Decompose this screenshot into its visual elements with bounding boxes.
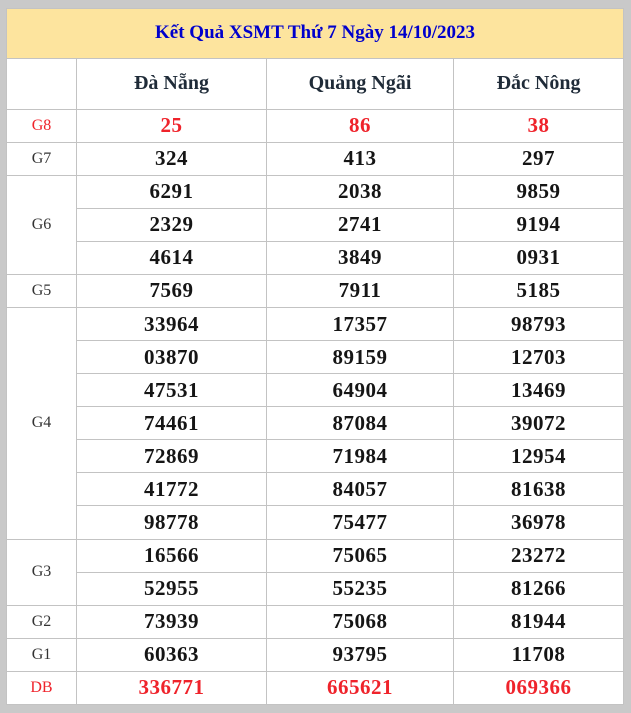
result-cell: 11708 bbox=[454, 638, 624, 671]
result-cell: 84057 bbox=[267, 473, 454, 506]
page-title: Kết Quả XSMT Thứ 7 Ngày 14/10/2023 bbox=[7, 9, 624, 59]
result-row bbox=[7, 175, 624, 208]
result-row bbox=[7, 671, 624, 704]
result-cell: 41772 bbox=[77, 473, 267, 506]
result-row bbox=[7, 208, 624, 241]
result-row bbox=[7, 374, 624, 407]
result-cell: 12954 bbox=[454, 440, 624, 473]
prize-label-g5: G5 bbox=[7, 274, 77, 307]
result-cell: 93795 bbox=[267, 638, 454, 671]
result-cell: 23272 bbox=[454, 539, 624, 572]
result-row bbox=[7, 605, 624, 638]
result-cell: 13469 bbox=[454, 374, 624, 407]
result-cell: 38 bbox=[454, 109, 624, 142]
result-cell: 73939 bbox=[77, 605, 267, 638]
prize-label-g2: G2 bbox=[7, 605, 77, 638]
result-row bbox=[7, 109, 624, 142]
column-header-row bbox=[7, 58, 624, 109]
result-row bbox=[7, 341, 624, 374]
result-cell: 03870 bbox=[77, 341, 267, 374]
result-cell: 2741 bbox=[267, 208, 454, 241]
result-cell: 3849 bbox=[267, 241, 454, 274]
prize-label-g8: G8 bbox=[7, 109, 77, 142]
result-cell: 16566 bbox=[77, 539, 267, 572]
result-cell: 297 bbox=[454, 142, 624, 175]
result-row bbox=[7, 572, 624, 605]
lottery-results-table bbox=[6, 8, 624, 705]
result-row bbox=[7, 473, 624, 506]
result-cell: 87084 bbox=[267, 407, 454, 440]
column-header-dac-nong: Đắc Nông bbox=[454, 58, 624, 109]
prize-label-g4: G4 bbox=[7, 307, 77, 539]
result-cell: 72869 bbox=[77, 440, 267, 473]
prize-label-g3: G3 bbox=[7, 539, 77, 605]
result-cell: 17357 bbox=[267, 307, 454, 340]
result-cell: 324 bbox=[77, 142, 267, 175]
result-cell: 7569 bbox=[77, 274, 267, 307]
result-cell: 75065 bbox=[267, 539, 454, 572]
column-header-da-nang: Đà Nẵng bbox=[77, 58, 267, 109]
result-cell: 665621 bbox=[267, 671, 454, 704]
result-cell: 60363 bbox=[77, 638, 267, 671]
result-cell: 7911 bbox=[267, 274, 454, 307]
prize-label-db: DB bbox=[7, 671, 77, 704]
result-cell: 413 bbox=[267, 142, 454, 175]
result-row bbox=[7, 506, 624, 539]
result-cell: 2038 bbox=[267, 175, 454, 208]
result-cell: 5185 bbox=[454, 274, 624, 307]
result-row bbox=[7, 307, 624, 340]
result-row bbox=[7, 407, 624, 440]
result-cell: 4614 bbox=[77, 241, 267, 274]
result-cell: 25 bbox=[77, 109, 267, 142]
result-row bbox=[7, 274, 624, 307]
result-cell: 64904 bbox=[267, 374, 454, 407]
prize-label-g6: G6 bbox=[7, 175, 77, 274]
result-cell: 9194 bbox=[454, 208, 624, 241]
result-cell: 6291 bbox=[77, 175, 267, 208]
result-cell: 75477 bbox=[267, 506, 454, 539]
result-row bbox=[7, 440, 624, 473]
result-cell: 81944 bbox=[454, 605, 624, 638]
result-cell: 74461 bbox=[77, 407, 267, 440]
result-row bbox=[7, 638, 624, 671]
result-row bbox=[7, 142, 624, 175]
corner-empty-cell bbox=[7, 58, 77, 109]
result-cell: 98793 bbox=[454, 307, 624, 340]
result-cell: 52955 bbox=[77, 572, 267, 605]
title-row bbox=[7, 9, 624, 59]
prize-label-g1: G1 bbox=[7, 638, 77, 671]
result-cell: 55235 bbox=[267, 572, 454, 605]
result-cell: 89159 bbox=[267, 341, 454, 374]
result-cell: 75068 bbox=[267, 605, 454, 638]
result-cell: 069366 bbox=[454, 671, 624, 704]
result-cell: 47531 bbox=[77, 374, 267, 407]
prize-label-g7: G7 bbox=[7, 142, 77, 175]
result-cell: 81266 bbox=[454, 572, 624, 605]
result-cell: 36978 bbox=[454, 506, 624, 539]
result-cell: 12703 bbox=[454, 341, 624, 374]
result-cell: 86 bbox=[267, 109, 454, 142]
result-cell: 39072 bbox=[454, 407, 624, 440]
result-cell: 2329 bbox=[77, 208, 267, 241]
column-header-quang-ngai: Quảng Ngãi bbox=[267, 58, 454, 109]
result-row bbox=[7, 539, 624, 572]
result-cell: 9859 bbox=[454, 175, 624, 208]
result-cell: 71984 bbox=[267, 440, 454, 473]
result-cell: 81638 bbox=[454, 473, 624, 506]
result-cell: 336771 bbox=[77, 671, 267, 704]
result-cell: 0931 bbox=[454, 241, 624, 274]
result-cell: 33964 bbox=[77, 307, 267, 340]
result-cell: 98778 bbox=[77, 506, 267, 539]
result-row bbox=[7, 241, 624, 274]
